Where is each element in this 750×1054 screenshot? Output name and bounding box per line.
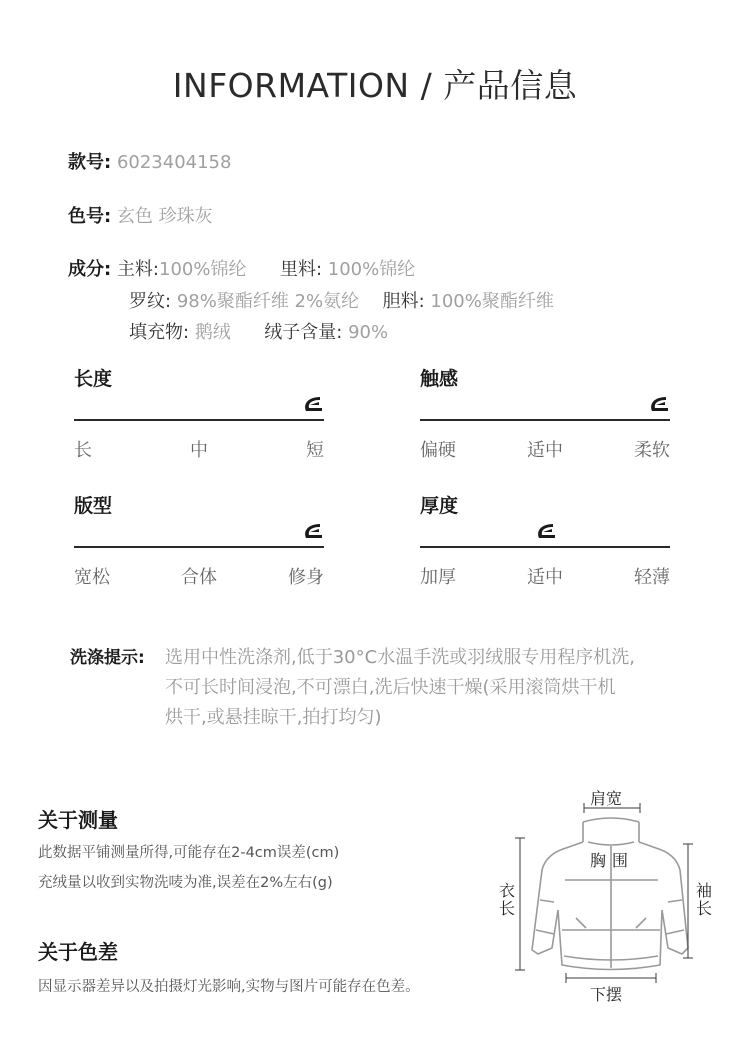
lining-label: 里料: — [279, 259, 323, 280]
washing-tips-line: 不可长时间浸泡,不可漂白,洗后快速干燥(采用滚筒烘干机 — [165, 677, 616, 698]
style-number-row — [68, 151, 231, 175]
length-scale-title: 长度 — [74, 368, 113, 390]
shoulder-width-label: 肩宽 — [590, 789, 623, 808]
thickness-label-medium: 适中 — [527, 567, 563, 588]
lining-value: 100%锦纶 — [327, 259, 416, 280]
measurement-title: 关于测量 — [38, 808, 118, 832]
fit-scale — [74, 491, 324, 591]
fit-label-slim: 修身 — [288, 567, 324, 588]
length-scale-line — [74, 419, 324, 421]
touch-label-soft: 柔软 — [634, 440, 670, 461]
chest-label: 胸围 — [590, 851, 635, 870]
hem-label: 下摆 — [590, 985, 623, 1004]
touch-label-hard: 偏硬 — [420, 440, 456, 461]
rib-label: 罗纹: — [129, 291, 172, 312]
filling-label: 填充物: — [129, 322, 190, 343]
measurement-note-2: 充绒量以收到实物洗唛为准,误差在2%左右(g) — [38, 875, 333, 891]
composition-row-2 — [129, 290, 554, 314]
length-label-medium: 中 — [190, 440, 208, 461]
filling-value: 鹅绒 — [194, 322, 231, 343]
sleeve-length-label: 袖长 — [695, 881, 712, 918]
thickness-scale-line — [420, 546, 670, 548]
fit-label-loose: 宽松 — [74, 567, 110, 588]
washing-tips-label: 洗涤提示: — [70, 648, 145, 668]
down-content-label: 绒子含量: — [264, 322, 343, 343]
touch-scale — [420, 364, 670, 464]
touch-scale-line — [420, 419, 670, 421]
washing-tips-text — [165, 643, 635, 733]
length-marker-icon — [300, 394, 324, 416]
thickness-label-light: 轻薄 — [634, 567, 670, 588]
fit-scale-line — [74, 546, 324, 548]
washing-tips-line: 选用中性洗涤剂,低于30°C水温手洗或羽绒服专用程序机洗, — [165, 647, 635, 668]
color-number-label: 色号: — [68, 206, 112, 227]
main-material-value: 100%锦纶 — [159, 259, 247, 280]
touch-marker-icon — [646, 394, 670, 416]
color-number-row — [68, 205, 213, 229]
fit-label-regular: 合体 — [181, 567, 217, 588]
washing-tips-line: 烘干,或悬挂晾干,拍打均匀) — [165, 707, 382, 728]
body-length-label: 衣长 — [498, 881, 515, 918]
fit-scale-title: 版型 — [74, 495, 113, 517]
inner-label: 胆料: — [382, 291, 425, 312]
composition-label: 成分: — [68, 259, 112, 280]
length-label-long: 长 — [74, 440, 92, 461]
composition-row-3 — [129, 321, 388, 345]
down-content-value: 90% — [348, 322, 389, 343]
thickness-marker-icon — [533, 521, 557, 543]
touch-scale-title: 触感 — [420, 368, 459, 390]
rib-value: 98%聚酯纤维 2%氨纶 — [176, 291, 360, 312]
length-label-short: 短 — [306, 440, 324, 461]
touch-label-medium: 适中 — [527, 440, 563, 461]
thickness-scale — [420, 491, 670, 591]
thickness-label-thick: 加厚 — [420, 567, 456, 588]
color-number-value: 玄色 珍珠灰 — [116, 206, 213, 227]
composition-row-1 — [68, 258, 415, 282]
jacket-measurement-diagram — [490, 770, 730, 1010]
fit-marker-icon — [300, 521, 324, 543]
thickness-scale-title: 厚度 — [420, 495, 459, 517]
length-scale — [74, 364, 324, 464]
page-title: INFORMATION / 产品信息 — [172, 66, 578, 105]
measurement-note-1: 此数据平铺测量所得,可能存在2-4cm误差(cm) — [38, 845, 340, 861]
color-difference-note: 因显示器差异以及拍摄灯光影响,实物与图片可能存在色差。 — [38, 979, 420, 995]
style-number-label: 款号: — [68, 152, 112, 173]
washing-tips — [70, 643, 635, 728]
color-difference-title: 关于色差 — [38, 940, 118, 964]
style-number-value: 6023404158 — [116, 152, 232, 173]
inner-value: 100%聚酯纤维 — [430, 291, 554, 312]
main-material-label: 主料: — [116, 259, 160, 280]
